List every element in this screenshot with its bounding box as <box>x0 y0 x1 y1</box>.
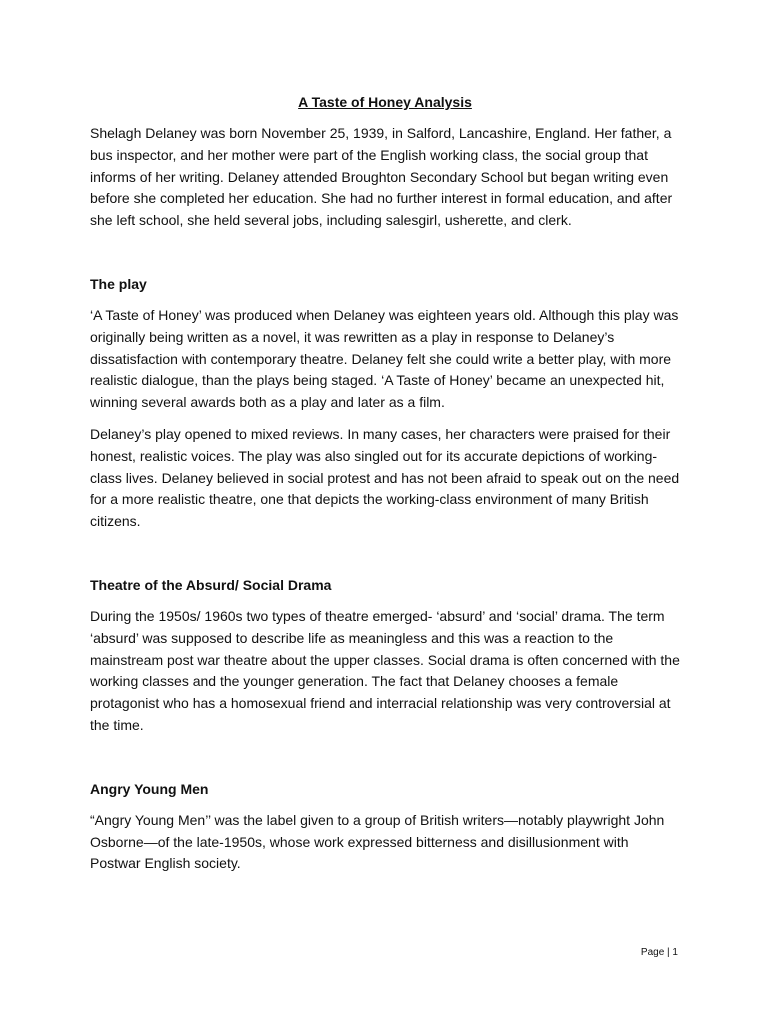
page-number-footer: Page | 1 <box>640 947 678 958</box>
intro-paragraph: Shelagh Delaney was born November 25, 1939, in Salford, Lancashire, England. Her father, a bus inspector, and her mother were part of the English working class, the social group that informs of her writing. Delaney attended Broughton Secondary School but began writing even before she completed her education. She had no further interest in formal education, and after she left school, she held several jobs, including salesgirl, usherette, and clerk. <box>90 125 673 229</box>
section-heading-angry-young-men: Angry Young Men <box>90 780 209 797</box>
document-title: A Taste of Honey Analysis <box>298 94 472 110</box>
angry-young-men-paragraph-1: “Angry Young Men’’ was the label given to a group of British writers—notably playwright John Osborne—of the late-1950s, whose work expressed bitterness and disillusionment with Postwar English society. <box>90 811 665 872</box>
play-paragraph-1: ‘A Taste of Honey’ was produced when Delaney was eighteen years old. Although this play was originally being written as a novel, it was rewritten as a play in response to Delaney’s dissatisfaction with contemporary theatre. Delaney felt she could write a better play, with more realistic dialogue, than the plays being staged. ‘A Taste of Honey’ became an unexpected hit, winning several awards both as a play and later as a film. <box>90 306 679 411</box>
section-heading-the-play: The play <box>90 275 147 292</box>
play-paragraph-2: Delaney’s play opened to mixed reviews. In many cases, her characters were praised for their honest, realistic voices. The play was also singled out for its accurate depictions of working-class lives. Delaney believed in social protest and has not been afraid to speak out on the need for a more realistic theatre, one that depicts the working-class environment of many British citizens. <box>90 425 680 530</box>
section-heading-theatre-of-the-absurd: Theatre of the Absurd/ Social Drama <box>90 576 332 593</box>
absurd-paragraph-1: During the 1950s/ 1960s two types of theatre emerged- ‘absurd’ and ‘social’ drama. The term ‘absurd’ was supposed to describe life as meaningless and this was a reaction to the mainstream post war theatre about the upper classes. Social drama is often concerned with the working classes and the younger generation. The fact that Delaney chooses a female protagonist who has a homosexual friend and interracial relationship was very controversial at the time. <box>90 607 680 733</box>
document-body <box>90 92 680 885</box>
